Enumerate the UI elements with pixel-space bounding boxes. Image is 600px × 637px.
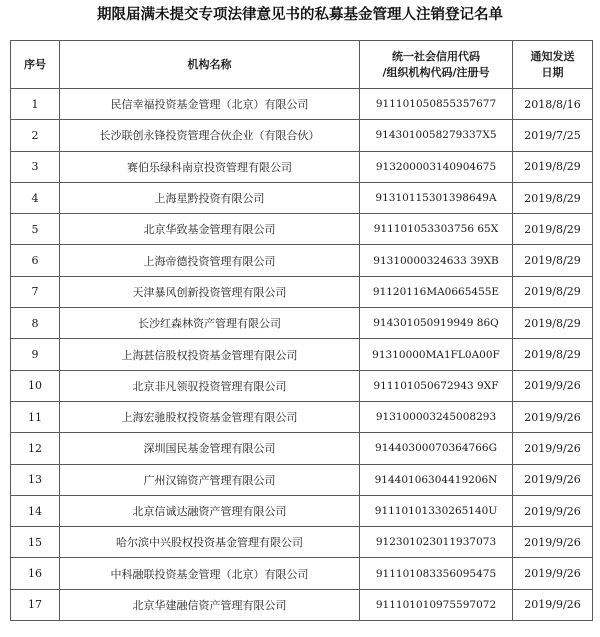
row-institution-name: 天津暴风创新投资管理有限公司 xyxy=(60,276,360,307)
row-credit-code: 913200003140904675 xyxy=(360,151,513,182)
header-code-line2: /组织机构代码/注册号 xyxy=(382,65,490,79)
row-notice-date: 2019/9/26 xyxy=(513,464,593,495)
table-row xyxy=(11,433,593,464)
row-index: 13 xyxy=(11,464,60,495)
row-index: 16 xyxy=(11,558,60,589)
table-header xyxy=(11,41,593,89)
row-index: 5 xyxy=(11,214,60,245)
row-index: 9 xyxy=(11,339,60,370)
table-row xyxy=(11,370,593,401)
row-institution-name: 广州汉锦资产管理有限公司 xyxy=(60,464,360,495)
table-row xyxy=(11,151,593,182)
row-institution-name: 长沙联创永锋投资管理合伙企业（有限合伙） xyxy=(60,120,360,151)
row-notice-date: 2019/8/29 xyxy=(513,276,593,307)
row-notice-date: 2018/8/16 xyxy=(513,89,593,120)
header-index: 序号 xyxy=(11,41,60,89)
row-credit-code: 911101010975597072 xyxy=(360,589,513,620)
row-notice-date: 2019/9/26 xyxy=(513,401,593,432)
row-institution-name: 北京信诚达融资产管理有限公司 xyxy=(60,495,360,526)
row-notice-date: 2019/8/29 xyxy=(513,245,593,276)
row-credit-code: 914301050919949 86Q xyxy=(360,308,513,339)
row-index: 4 xyxy=(11,182,60,213)
row-notice-date: 2019/9/26 xyxy=(513,558,593,589)
row-credit-code: 91440300070364766G xyxy=(360,433,513,464)
row-institution-name: 中科融联投资基金管理（北京）有限公司 xyxy=(60,558,360,589)
row-notice-date: 2019/7/25 xyxy=(513,120,593,151)
table-row xyxy=(11,527,593,558)
row-credit-code: 913100003245008293 xyxy=(360,401,513,432)
row-institution-name: 上海帝德投资管理有限公司 xyxy=(60,245,360,276)
row-credit-code: 911101053303756 65X xyxy=(360,214,513,245)
row-notice-date: 2019/8/29 xyxy=(513,151,593,182)
row-index: 8 xyxy=(11,308,60,339)
row-credit-code: 912301023011937073 xyxy=(360,527,513,558)
row-index: 17 xyxy=(11,589,60,620)
row-credit-code: 91310000MA1FL0A00F xyxy=(360,339,513,370)
row-institution-name: 上海宏驰股权投资基金管理有限公司 xyxy=(60,401,360,432)
row-credit-code: 91440106304419206N xyxy=(360,464,513,495)
table-row xyxy=(11,214,593,245)
row-credit-code: 911101050855357677 xyxy=(360,89,513,120)
row-index: 11 xyxy=(11,401,60,432)
row-index: 1 xyxy=(11,89,60,120)
row-institution-name: 北京华建融信资产管理有限公司 xyxy=(60,589,360,620)
row-index: 7 xyxy=(11,276,60,307)
table-row xyxy=(11,464,593,495)
header-code-line1: 统一社会信用代码 xyxy=(392,49,480,63)
row-institution-name: 上海甚信股权投资基金管理有限公司 xyxy=(60,339,360,370)
row-institution-name: 深圳国民基金管理有限公司 xyxy=(60,433,360,464)
row-credit-code: 91110101330265140U xyxy=(360,495,513,526)
row-index: 6 xyxy=(11,245,60,276)
row-notice-date: 2019/9/26 xyxy=(513,589,593,620)
row-credit-code: 911101083356095475 xyxy=(360,558,513,589)
row-notice-date: 2019/9/26 xyxy=(513,433,593,464)
table-body xyxy=(11,89,593,621)
row-index: 14 xyxy=(11,495,60,526)
row-notice-date: 2019/8/29 xyxy=(513,339,593,370)
row-credit-code: 911101050672943 9XF xyxy=(360,370,513,401)
row-index: 10 xyxy=(11,370,60,401)
table-row xyxy=(11,401,593,432)
row-credit-code: 91310000324633 39XB xyxy=(360,245,513,276)
table-row xyxy=(11,182,593,213)
header-row xyxy=(11,41,593,89)
row-institution-name: 北京华致基金管理有限公司 xyxy=(60,214,360,245)
header-date-line2: 日期 xyxy=(541,65,564,79)
deregistration-table xyxy=(10,40,593,621)
row-notice-date: 2019/9/26 xyxy=(513,527,593,558)
row-institution-name: 上海星黔投资有限公司 xyxy=(60,182,360,213)
row-index: 3 xyxy=(11,151,60,182)
header-name: 机构名称 xyxy=(60,41,360,89)
row-institution-name: 民信幸福投资基金管理（北京）有限公司 xyxy=(60,89,360,120)
table-row xyxy=(11,308,593,339)
row-index: 15 xyxy=(11,527,60,558)
header-code xyxy=(360,41,513,89)
table-row xyxy=(11,89,593,120)
row-institution-name: 赛伯乐绿科南京投资管理有限公司 xyxy=(60,151,360,182)
row-notice-date: 2019/8/29 xyxy=(513,214,593,245)
row-notice-date: 2019/9/26 xyxy=(513,495,593,526)
row-index: 12 xyxy=(11,433,60,464)
table-row xyxy=(11,558,593,589)
table-row xyxy=(11,120,593,151)
table-row xyxy=(11,276,593,307)
table-row xyxy=(11,245,593,276)
table-row xyxy=(11,495,593,526)
row-index: 2 xyxy=(11,120,60,151)
row-credit-code: 91310115301398649A xyxy=(360,182,513,213)
row-credit-code: 9143010058279337X5 xyxy=(360,120,513,151)
header-date xyxy=(513,41,593,89)
header-date-line1: 通知发送 xyxy=(530,49,575,63)
table-row xyxy=(11,339,593,370)
row-credit-code: 91120116MA0665455E xyxy=(360,276,513,307)
row-notice-date: 2019/9/26 xyxy=(513,370,593,401)
table-row xyxy=(11,589,593,620)
document-title: 期限届满未提交专项法律意见书的私募基金管理人注销登记名单 xyxy=(97,7,503,23)
row-notice-date: 2019/8/29 xyxy=(513,182,593,213)
row-institution-name: 哈尔滨中兴股权投资基金管理有限公司 xyxy=(60,527,360,558)
row-institution-name: 长沙红森林资产管理有限公司 xyxy=(60,308,360,339)
row-institution-name: 北京非凡领驭投资管理有限公司 xyxy=(60,370,360,401)
row-notice-date: 2019/8/29 xyxy=(513,308,593,339)
